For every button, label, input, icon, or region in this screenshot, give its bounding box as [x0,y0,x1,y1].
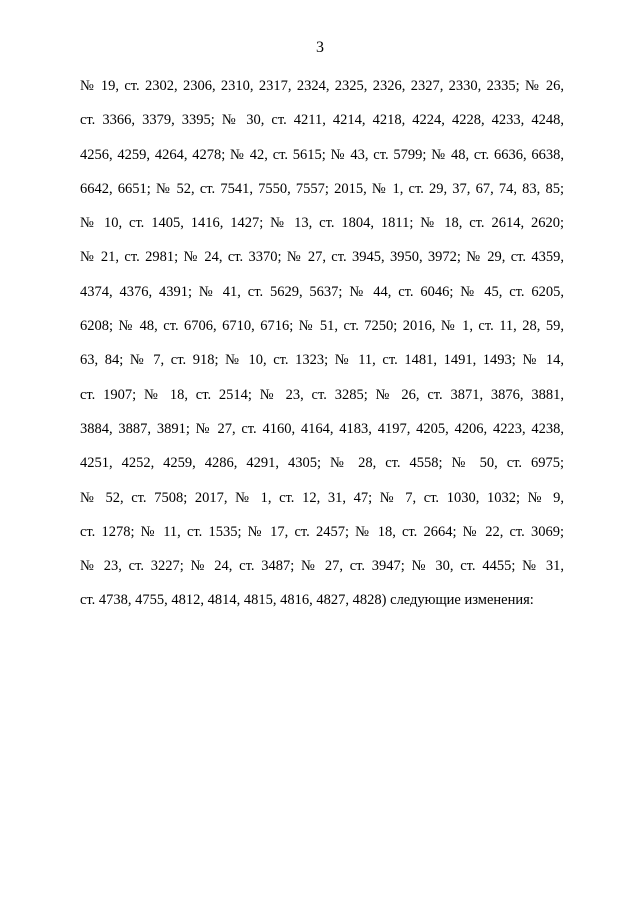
text-line: 4251, 4252, 4259, 4286, 4291, 4305; № 28, ст. 4558; № 50, ст. 6975; [80,455,564,472]
text-line: № 10, ст. 1405, 1416, 1427; № 13, ст. 1804, 1811; № 18, ст. 2614, 2620; [80,215,564,232]
text-line: № 52, ст. 7508; 2017, № 1, ст. 12, 31, 47; № 7, ст. 1030, 1032; № 9, [80,489,564,506]
text-line-last: ст. 4738, 4755, 4812, 4814, 4815, 4816, 4827, 4828) следующие изменения: [80,592,534,609]
text-line: ст. 1278; № 11, ст. 1535; № 17, ст. 2457; № 18, ст. 2664; № 22, ст. 3069; [80,523,564,540]
body-text [80,76,564,625]
page-number: 3 [316,39,324,56]
text-line: 63, 84; № 7, ст. 918; № 10, ст. 1323; № 11, ст. 1481, 1491, 1493; № 14, [80,352,564,369]
text-line: 4256, 4259, 4264, 4278; № 42, ст. 5615; № 43, ст. 5799; № 48, ст. 6636, 6638, [80,146,564,163]
text-line: 6642, 6651; № 52, ст. 7541, 7550, 7557; 2015, № 1, ст. 29, 37, 67, 74, 83, 85; [80,180,564,197]
text-line: ст. 1907; № 18, ст. 2514; № 23, ст. 3285; № 26, ст. 3871, 3876, 3881, [80,386,564,403]
text-line: 6208; № 48, ст. 6706, 6710, 6716; № 51, ст. 7250; 2016, № 1, ст. 11, 28, 59, [80,318,564,335]
text-line: ст. 3366, 3379, 3395; № 30, ст. 4211, 4214, 4218, 4224, 4228, 4233, 4248, [80,112,564,129]
text-line: № 23, ст. 3227; № 24, ст. 3487; № 27, ст. 3947; № 30, ст. 4455; № 31, [80,558,564,575]
text-line: № 21, ст. 2981; № 24, ст. 3370; № 27, ст. 3945, 3950, 3972; № 29, ст. 4359, [80,249,564,266]
text-line: № 19, ст. 2302, 2306, 2310, 2317, 2324, 2325, 2326, 2327, 2330, 2335; № 26, [80,78,564,94]
text-line: 4374, 4376, 4391; № 41, ст. 5629, 5637; № 44, ст. 6046; № 45, ст. 6205, [80,283,564,300]
text-line: 3884, 3887, 3891; № 27, ст. 4160, 4164, 4183, 4197, 4205, 4206, 4223, 4238, [80,420,564,437]
